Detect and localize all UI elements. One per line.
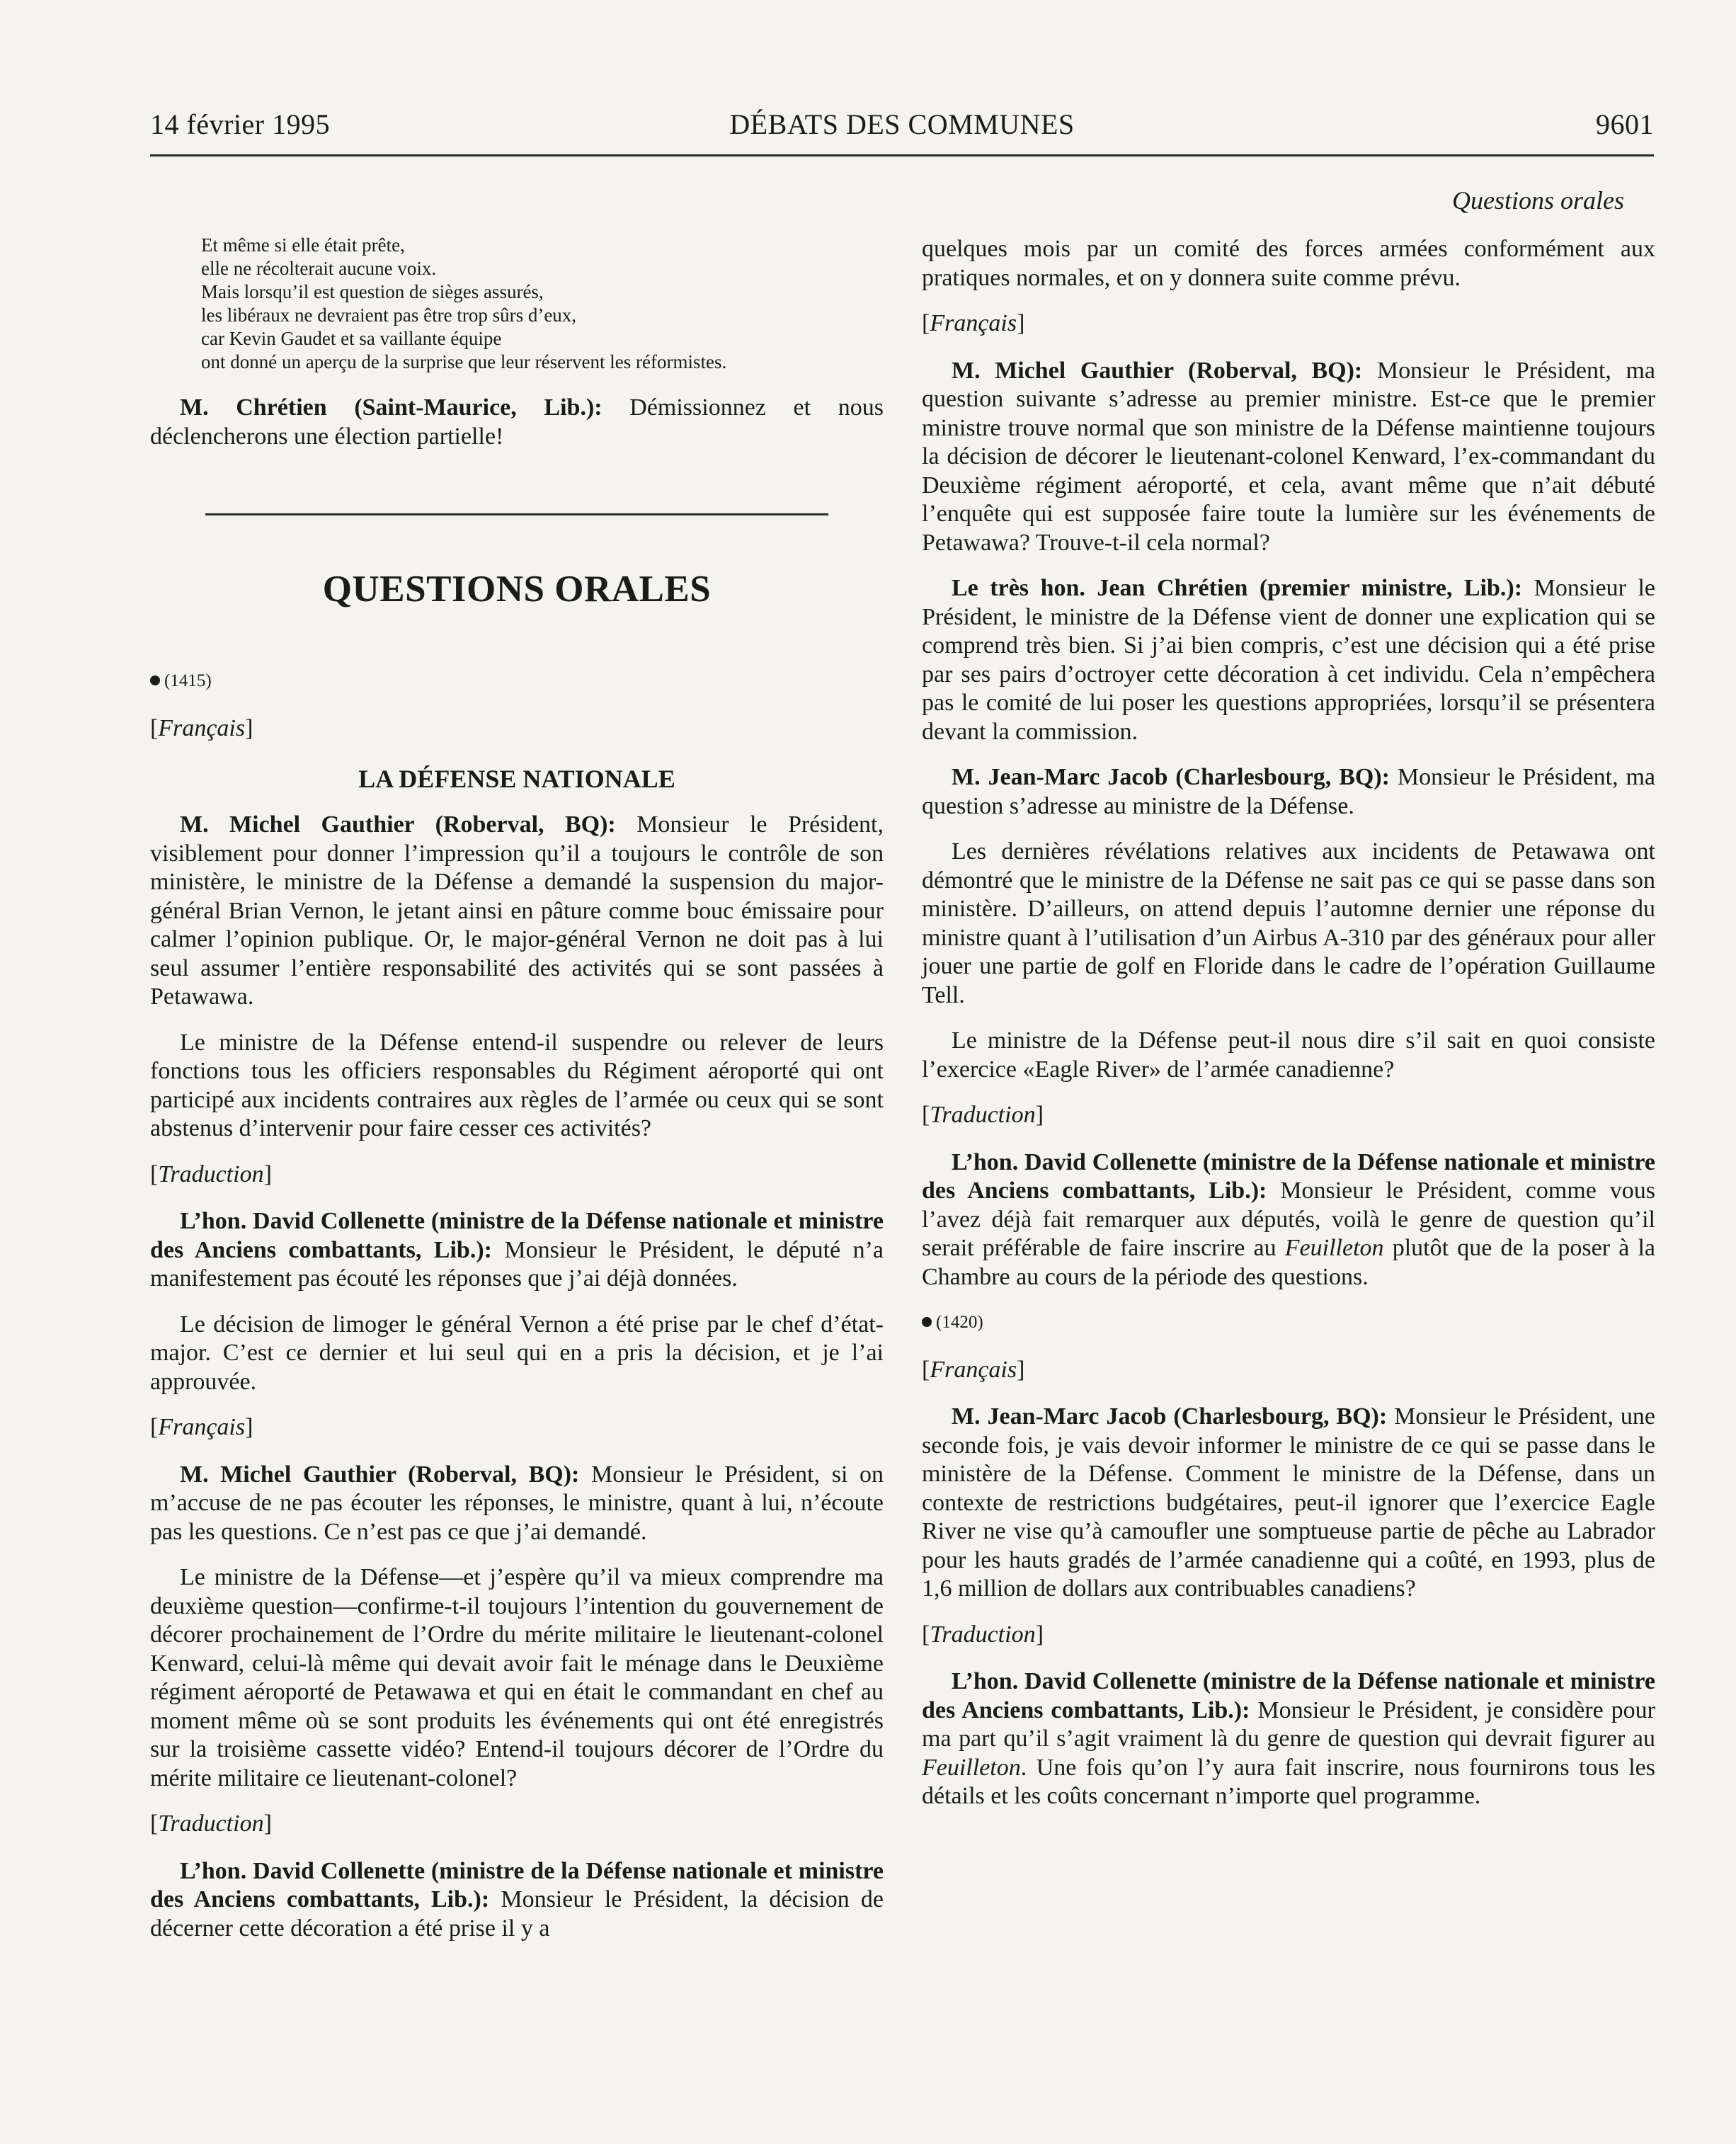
page-date: 14 février 1995 bbox=[150, 108, 331, 140]
speech-paragraph: L’hon. David Collenette (ministre de la Défense nationale et ministre des Anciens combattants, Lib.): Monsieur le Président, je considère pour ma part qu’il s’agit vraiment là du genre de question qui devrait figurer au Feuilleton. Une fois qu’on l’y aura fait inscrire, nous fournirons tous les détails et les coûts concernant n’importe quel programme. bbox=[922, 1668, 1655, 1809]
speech-paragraph: quelques mois par un comité des forces armées conformément aux pratiques normales, et on y donnera suite comme prévu. bbox=[922, 236, 1655, 291]
poem-line: Mais lorsqu’il est question de sièges assurés, bbox=[201, 281, 544, 302]
running-head bbox=[150, 108, 1654, 150]
speech-paragraph: L’hon. David Collenette (ministre de la Défense nationale et ministre des Anciens combattants, Lib.): Monsieur le Président, la décision de décerner cette décoration a été prise il y a bbox=[150, 1857, 884, 1941]
section-rubric: Questions orales bbox=[1452, 186, 1624, 215]
language-marker: [Traduction] bbox=[150, 1811, 272, 1837]
left-column bbox=[150, 234, 884, 1960]
header-rule bbox=[150, 154, 1654, 156]
language-marker: [Français] bbox=[922, 1356, 1025, 1383]
speech-paragraph: M. Michel Gauthier (Roberval, BQ): Monsieur le Président, visiblement pour donner l’impression qu’il a toujours le contrôle de son ministère, le ministre de la Défense a demandé la suspension du major-général Brian Vernon, le jetant ainsi en pâture comme bouc émissaire pour calmer l’opinion publique. Or, le major-général Vernon ne doit pas à lui seul assumer l’entière responsabilité des activités qui se sont passées à Petawawa. bbox=[150, 811, 884, 1010]
speaker-name: L’hon. David Collenette (ministre de la Défense nationale et ministre des Anciens combattants, Lib.): bbox=[922, 1668, 1655, 1723]
speaker-name: M. Jean-Marc Jacob (Charlesbourg, BQ): bbox=[952, 764, 1390, 790]
poem-line: Et même si elle était prête, bbox=[201, 234, 405, 256]
language-marker: [Français] bbox=[150, 1414, 253, 1440]
speaker-name: M. Michel Gauthier (Roberval, BQ): bbox=[180, 1461, 580, 1488]
language-marker: [Traduction] bbox=[922, 1621, 1044, 1648]
time-stamp: (1420) bbox=[922, 1308, 1655, 1338]
speaker-name: L’hon. David Collenette (ministre de la Défense nationale et ministre des Anciens combattants, Lib.): bbox=[922, 1148, 1655, 1204]
speaker-name: M. Michel Gauthier (Roberval, BQ): bbox=[180, 811, 616, 838]
bullet-icon bbox=[150, 675, 160, 685]
language-marker: [Français] bbox=[922, 310, 1025, 336]
speaker-name: Le très hon. Jean Chrétien (premier ministre, Lib.): bbox=[952, 575, 1523, 601]
subsection-heading: LA DÉFENSE NATIONALE bbox=[358, 765, 675, 793]
bullet-icon bbox=[922, 1317, 932, 1327]
speech-paragraph: M. Michel Gauthier (Roberval, BQ): Monsieur le Président, si on m’accuse de ne pas écouter les réponses, le ministre, quant à lui, n’écoute pas les questions. Ce n’est pas ce que j’ai demandé. bbox=[150, 1461, 884, 1545]
journal-title: DÉBATS DES COMMUNES bbox=[729, 108, 1075, 140]
speaker-name: L’hon. David Collenette (ministre de la Défense nationale et ministre des Anciens combattants, Lib.): bbox=[150, 1208, 884, 1263]
speech-paragraph: M. Michel Gauthier (Roberval, BQ): Monsieur le Président, ma question suivante s’adresse au premier ministre. Est-ce que le premier ministre trouve normal que son ministre de la Défense maintienne toujours la décision de décorer le lieutenant-colonel Kenward, l’ex-commandant du Deuxième régiment aéroporté, et cela, avant même que n’ait débuté l’enquête qui est supposée faire toute la lumière sur les événements de Petawawa? Trouve-t-il cela normal? bbox=[922, 357, 1656, 556]
language-marker: [Traduction] bbox=[922, 1102, 1044, 1128]
speech-paragraph: Le très hon. Jean Chrétien (premier ministre, Lib.): Monsieur le Président, le ministre de la Défense vient de donner une explication qui se comprend très bien. Si j’ai bien compris, c’est une décision qui a été prise par ses pairs d’octroyer cette décoration à cet individu. Cela n’empêchera pas le comité de lui poser les questions appropriées, lorsqu’il se présentera devant la commission. bbox=[922, 575, 1655, 745]
speaker-name: M. Jean-Marc Jacob (Charlesbourg, BQ): bbox=[952, 1403, 1388, 1430]
poem-line: les libéraux ne devraient pas être trop sûrs d’eux, bbox=[201, 304, 577, 326]
language-marker: [Français] bbox=[150, 714, 253, 741]
speech-paragraph: Les dernières révélations relatives aux incidents de Petawawa ont démontré que le ministre de la Défense ne sait pas ce qui se passe dans son ministère. D’ailleurs, on attend depuis l’automne dernier une réponse du ministre quant à l’utilisation d’un Airbus A-310 par des généraux pour aller jouer une partie de golf en Floride dans le cadre de l’opération Guillaume Tell. bbox=[922, 838, 1655, 1008]
speech-text: Démissionnez et nous déclencherons une élection partielle! bbox=[150, 394, 884, 450]
speech-paragraph: L’hon. David Collenette (ministre de la Défense nationale et ministre des Anciens combattants, Lib.): Monsieur le Président, comme vous l’avez déjà fait remarquer aux députés, voilà le genre de question qu’il serait préférable de faire inscrire au Feuilleton plutôt que de la poser à la Chambre au cours de la période des questions. bbox=[922, 1148, 1655, 1290]
poem-line: car Kevin Gaudet et sa vaillante équipe bbox=[201, 328, 502, 349]
speech-paragraph: Le ministre de la Défense entend-il suspendre ou relever de leurs fonctions tous les officiers responsables du Régiment aéroporté qui ont participé aux incidents contraires aux règles de l’armée ou ceux qui se sont abstenus d’intervenir pour faire cesser ces activités? bbox=[150, 1029, 884, 1141]
speech-paragraph: M. Jean-Marc Jacob (Charlesbourg, BQ): Monsieur le Président, ma question s’adresse au ministre de la Défense. bbox=[922, 764, 1655, 819]
poem-line: ont donné un aperçu de la surprise que leur réservent les réformistes. bbox=[201, 351, 727, 372]
language-marker: [Traduction] bbox=[150, 1161, 272, 1187]
speech-paragraph: Le ministre de la Défense peut-il nous dire s’il sait en quoi consiste l’exercice «Eagle River» de l’armée canadienne? bbox=[922, 1027, 1655, 1083]
speaker-name: M. Michel Gauthier (Roberval, BQ): bbox=[952, 357, 1363, 384]
speech-paragraph: M. Jean-Marc Jacob (Charlesbourg, BQ): Monsieur le Président, une seconde fois, je vais devoir informer le ministre de ce qui se passe dans le ministère de la Défense. Comment le ministre de la Défense, dans un contexte de restrictions budgétaires, peut-il ignorer que l’exercice Eagle River ne vise qu’à camoufler une somptueuse partie de pêche au Labrador pour les hauts gradés de l’armée canadienne qui a coûté, en 1993, plus de 1,6 million de dollars aux contribuables canadiens? bbox=[922, 1403, 1655, 1602]
section-title: QUESTIONS ORALES bbox=[322, 569, 712, 610]
speaker-name: M. Chrétien (Saint-Maurice, Lib.): bbox=[180, 394, 603, 421]
quoted-poem bbox=[201, 234, 884, 374]
poem-line: elle ne récolterait aucune voix. bbox=[201, 258, 437, 279]
speech-paragraph: Le décision de limoger le général Vernon a été prise par le chef d’état-major. C’est ce dernier et lui seul qui en a pris la décision, et je l’ai approuvée. bbox=[150, 1311, 884, 1395]
speech-paragraph: Le ministre de la Défense—et j’espère qu’il va mieux comprendre ma deuxième question—confirme-t-il toujours l’intention du gouvernement de décorer prochainement de l’Ordre du mérite militaire le lieutenant-colonel Kenward, celui-là même qui devait avoir fait le ménage dans le Deuxième régiment aéroporté de Petawawa et qui en était le commandant en chef au moment même où se sont produits les événements qui ont été enregistrés sur la troisième cassette vidéo? Entend-il toujours décorer de l’Ordre du mérite militaire ce lieutenant-colonel? bbox=[150, 1564, 884, 1791]
time-stamp: (1415) bbox=[150, 667, 884, 696]
speech-paragraph bbox=[150, 394, 884, 451]
section-divider bbox=[205, 513, 828, 515]
speaker-name: L’hon. David Collenette (ministre de la Défense nationale et ministre des Anciens combattants, Lib.): bbox=[150, 1857, 884, 1912]
page-number: 9601 bbox=[1596, 108, 1654, 140]
speech-paragraph: L’hon. David Collenette (ministre de la Défense nationale et ministre des Anciens combattants, Lib.): Monsieur le Président, le député n’a manifestement pas écouté les réponses que j’ai déjà données. bbox=[150, 1208, 884, 1291]
right-column bbox=[922, 186, 1655, 1828]
